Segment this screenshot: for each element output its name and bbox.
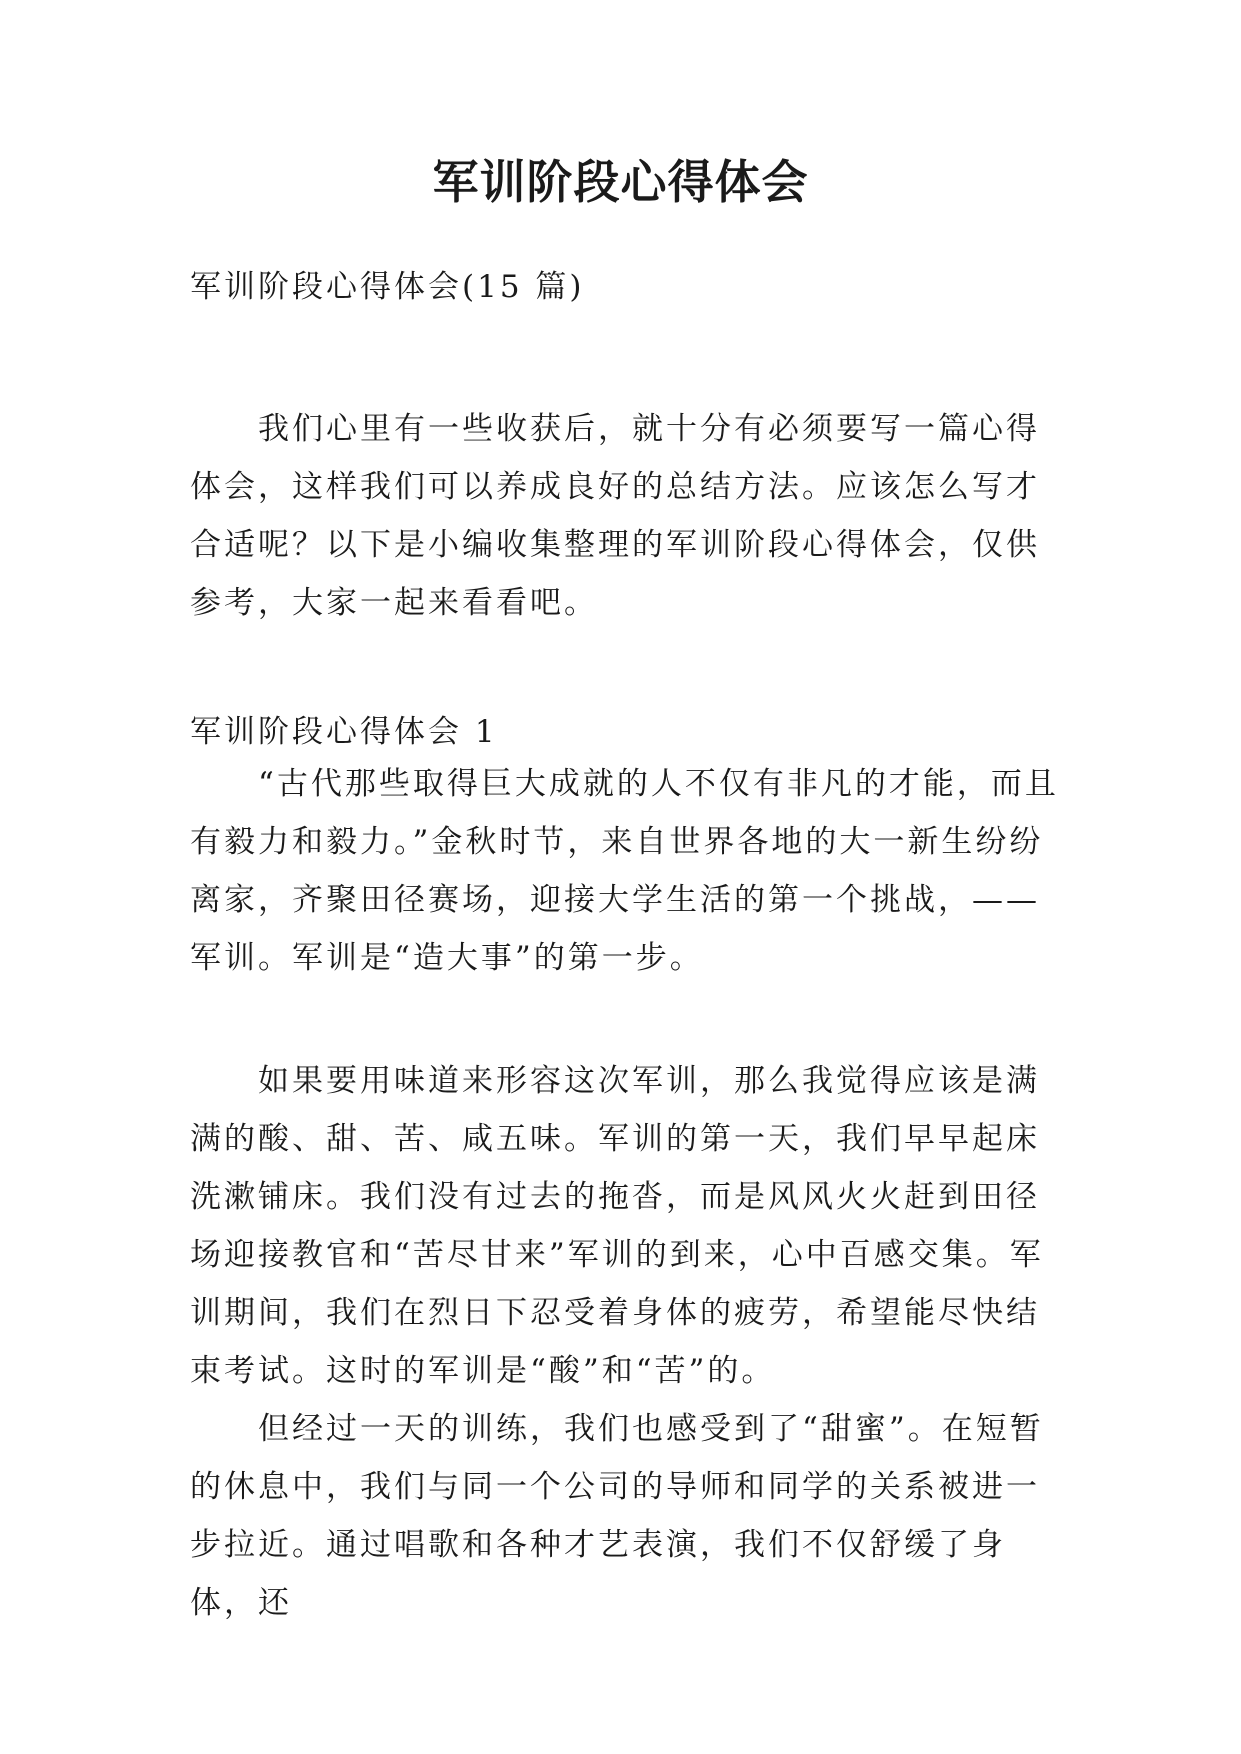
document-subtitle: 军训阶段心得体会(15 篇): [190, 269, 585, 305]
body-paragraph: 但经过一天的训练，我们也感受到了“甜蜜”。在短暂的休息中，我们与同一个公司的导师和同学的关系被进一步拉近。通过唱歌和各种才艺表演，我们不仅舒缓了身体，还: [190, 1411, 1044, 1621]
body-paragraph: “古代那些取得巨大成就的人不仅有非凡的才能，而且有毅力和毅力。”金秋时节，来自世界各地的大一新生纷纷离家，齐聚田径赛场，迎接大学生活的第一个挑战，——军训。军训是“造大事”的第一步。: [190, 766, 1059, 976]
body-paragraph: 如果要用味道来形容这次军训，那么我觉得应该是满满的酸、甜、苦、咸五味。军训的第一天，我们早早起床洗漱铺床。我们没有过去的拖沓，而是风风火火赶到田径场迎接教官和“苦尽甘来”军训的到来，心中百感交集。军训期间，我们在烈日下忍受着身体的疲劳，希望能尽快结束考试。这时的军训是“酸”和“苦”的。: [190, 1063, 1044, 1389]
document-title: 军训阶段心得体会: [432, 155, 809, 209]
section-heading: 军训阶段心得体会 1: [190, 714, 498, 750]
intro-paragraph: 我们心里有一些收获后，就十分有必须要写一篇心得体会，这样我们可以养成良好的总结方法。应该怎么写才合适呢？以下是小编收集整理的军训阶段心得体会，仅供参考，大家一起来看看吧。: [190, 411, 1040, 621]
